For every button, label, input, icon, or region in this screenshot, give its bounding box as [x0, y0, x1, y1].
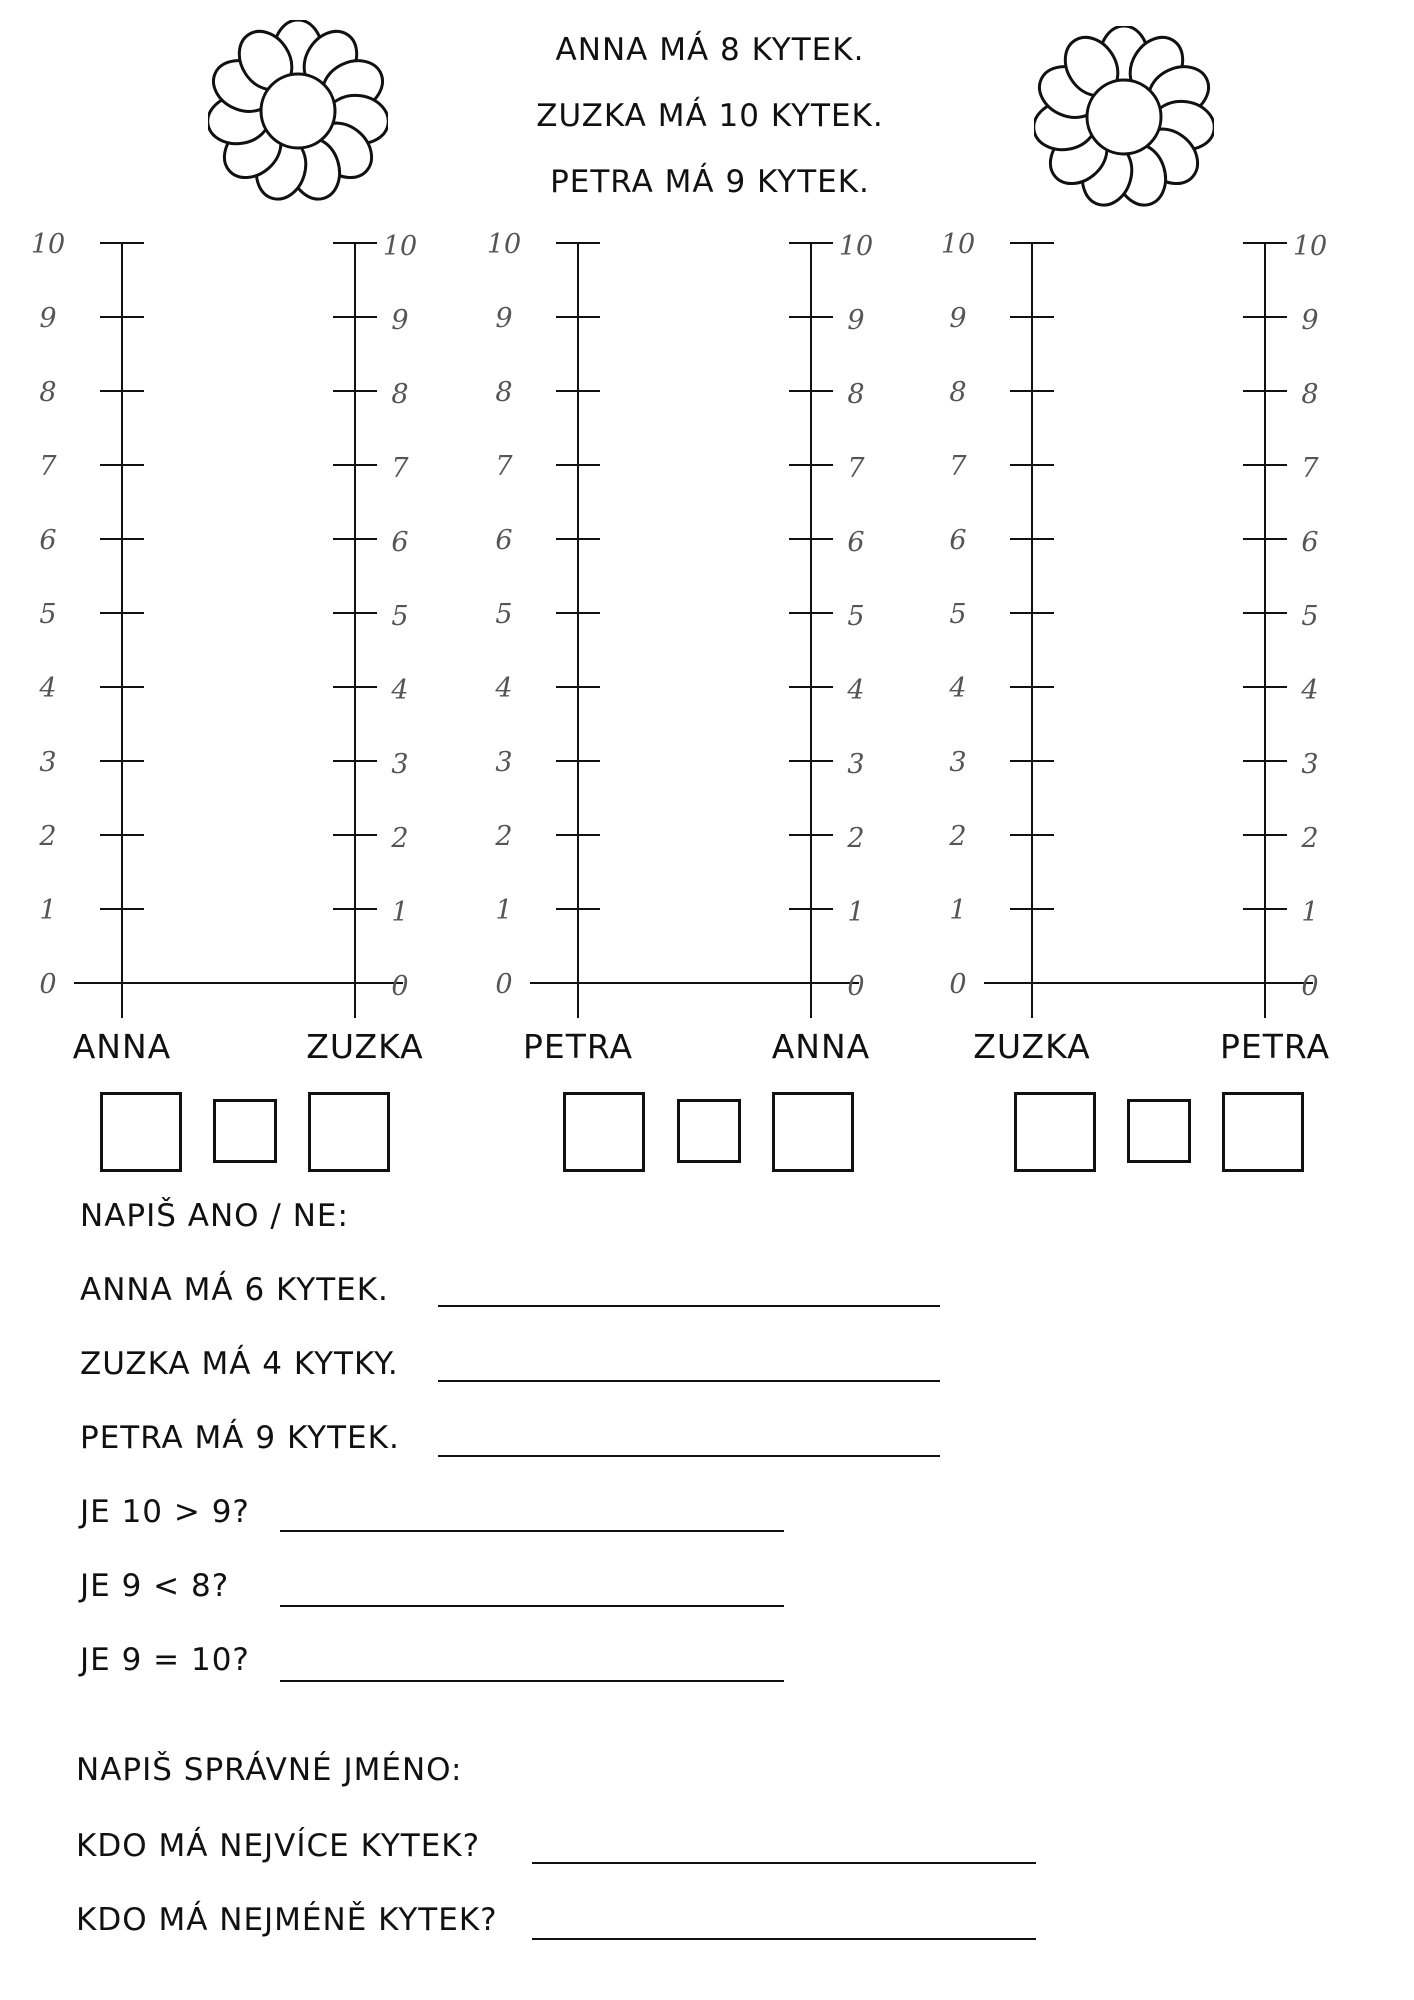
- statement-zuzka: ZUZKA MÁ 10 KYTEK.: [536, 98, 884, 134]
- statement-petra: PETRA MÁ 9 KYTEK.: [550, 164, 870, 200]
- names-question-2: KDO MÁ NEJMÉNĚ KYTEK?: [76, 1902, 498, 1938]
- tick-label-left: 3: [495, 747, 513, 778]
- yes-no-question-4: JE 10 > 9?: [80, 1494, 250, 1530]
- tick-label-right: 5: [847, 601, 865, 632]
- tick-label-right: 2: [391, 823, 409, 854]
- tick-label-right: 8: [847, 379, 865, 410]
- answer-line-4[interactable]: [280, 1530, 784, 1532]
- tick-label-left: 9: [39, 303, 57, 334]
- category-label: PETRA: [522, 1027, 634, 1066]
- tick-label-right: 5: [1301, 601, 1319, 632]
- answer-line-6[interactable]: [280, 1680, 784, 1682]
- answer-line-3[interactable]: [438, 1455, 940, 1457]
- tick-label-right: 2: [847, 823, 865, 854]
- answer-box-2-right[interactable]: [772, 1092, 854, 1172]
- tick-label-right: 3: [847, 749, 865, 780]
- answer-box-2-left[interactable]: [563, 1092, 645, 1172]
- tick-label-left: 3: [39, 747, 57, 778]
- tick-label-right: 0: [1301, 971, 1319, 1002]
- answer-line-5[interactable]: [280, 1605, 784, 1607]
- yes-no-question-2: ZUZKA MÁ 4 KYTKY.: [80, 1346, 399, 1382]
- tick-label-left: 6: [949, 525, 967, 556]
- tick-label-left: 0: [949, 969, 967, 1000]
- yes-no-heading: NAPIŠ ANO / NE:: [80, 1198, 349, 1234]
- answer-line-1[interactable]: [438, 1305, 940, 1307]
- tick-label-right: 5: [391, 601, 409, 632]
- tick-label-left: 1: [39, 895, 57, 926]
- names-heading: NAPIŠ SPRÁVNÉ JMÉNO:: [76, 1752, 463, 1788]
- yes-no-question-1: ANNA MÁ 6 KYTEK.: [80, 1272, 389, 1308]
- answer-line-2[interactable]: [438, 1380, 940, 1382]
- tick-label-left: 4: [39, 673, 57, 704]
- name-answer-line-1[interactable]: [532, 1862, 1036, 1864]
- tick-label-left: 7: [495, 451, 513, 482]
- tick-label-right: 3: [1301, 749, 1319, 780]
- tick-label-left: 5: [39, 599, 57, 630]
- tick-label-left: 4: [495, 673, 513, 704]
- tick-label-left: 1: [949, 895, 967, 926]
- statement-anna: ANNA MÁ 8 KYTEK.: [555, 32, 865, 68]
- tick-label-right: 6: [391, 527, 409, 558]
- tick-label-left: 0: [39, 969, 57, 1000]
- tick-label-left: 2: [495, 821, 513, 852]
- tick-label-left: 7: [949, 451, 967, 482]
- tick-label-left: 5: [495, 599, 513, 630]
- tick-label-left: 8: [39, 377, 57, 408]
- answer-box-3-left[interactable]: [1014, 1092, 1096, 1172]
- tick-label-left: 10: [30, 229, 66, 260]
- tick-label-right: 8: [1301, 379, 1319, 410]
- tick-label-left: 2: [39, 821, 57, 852]
- category-label: PETRA: [1219, 1027, 1331, 1066]
- tick-label-left: 2: [949, 821, 967, 852]
- tick-label-left: 9: [495, 303, 513, 334]
- yes-no-question-6: JE 9 = 10?: [80, 1642, 250, 1678]
- tick-label-right: 3: [391, 749, 409, 780]
- tick-label-left: 10: [940, 229, 976, 260]
- tick-label-left: 9: [949, 303, 967, 334]
- tick-label-right: 6: [847, 527, 865, 558]
- sign-box-2[interactable]: [677, 1099, 741, 1163]
- tick-label-right: 2: [1301, 823, 1319, 854]
- name-answer-line-2[interactable]: [532, 1938, 1036, 1940]
- tick-label-left: 8: [949, 377, 967, 408]
- tick-label-left: 3: [949, 747, 967, 778]
- answer-box-1-right[interactable]: [308, 1092, 390, 1172]
- tick-label-right: 1: [1301, 897, 1319, 928]
- yes-no-question-5: JE 9 < 8?: [80, 1568, 230, 1604]
- tick-label-left: 6: [495, 525, 513, 556]
- tick-label-right: 4: [1301, 675, 1319, 706]
- answer-box-1-left[interactable]: [100, 1092, 182, 1172]
- tick-label-right: 1: [391, 897, 409, 928]
- sign-box-3[interactable]: [1127, 1099, 1191, 1163]
- tick-label-right: 1: [847, 897, 865, 928]
- tick-label-left: 6: [39, 525, 57, 556]
- sign-box-1[interactable]: [213, 1099, 277, 1163]
- names-question-1: KDO MÁ NEJVÍCE KYTEK?: [76, 1828, 481, 1864]
- category-label: ZUZKA: [973, 1027, 1091, 1066]
- tick-label-left: 5: [949, 599, 967, 630]
- category-label: ANNA: [72, 1027, 172, 1066]
- tick-label-right: 0: [391, 971, 409, 1002]
- tick-label-right: 9: [1301, 305, 1319, 336]
- tick-label-right: 7: [391, 453, 409, 484]
- answer-box-3-right[interactable]: [1222, 1092, 1304, 1172]
- tick-label-left: 7: [39, 451, 57, 482]
- tick-label-right: 9: [847, 305, 865, 336]
- tick-label-right: 6: [1301, 527, 1319, 558]
- yes-no-question-3: PETRA MÁ 9 KYTEK.: [80, 1420, 400, 1456]
- tick-label-left: 10: [486, 229, 522, 260]
- tick-label-right: 4: [847, 675, 865, 706]
- tick-label-left: 4: [949, 673, 967, 704]
- tick-label-right: 4: [391, 675, 409, 706]
- tick-label-left: 0: [495, 969, 513, 1000]
- tick-label-right: 7: [1301, 453, 1319, 484]
- tick-label-right: 0: [847, 971, 865, 1002]
- category-label: ANNA: [771, 1027, 871, 1066]
- tick-label-right: 10: [382, 231, 418, 262]
- tick-label-right: 10: [1292, 231, 1328, 262]
- category-label: ZUZKA: [306, 1027, 424, 1066]
- tick-label-right: 10: [838, 231, 874, 262]
- tick-label-right: 9: [391, 305, 409, 336]
- tick-label-left: 1: [495, 895, 513, 926]
- tick-label-right: 8: [391, 379, 409, 410]
- tick-label-left: 8: [495, 377, 513, 408]
- tick-label-right: 7: [847, 453, 865, 484]
